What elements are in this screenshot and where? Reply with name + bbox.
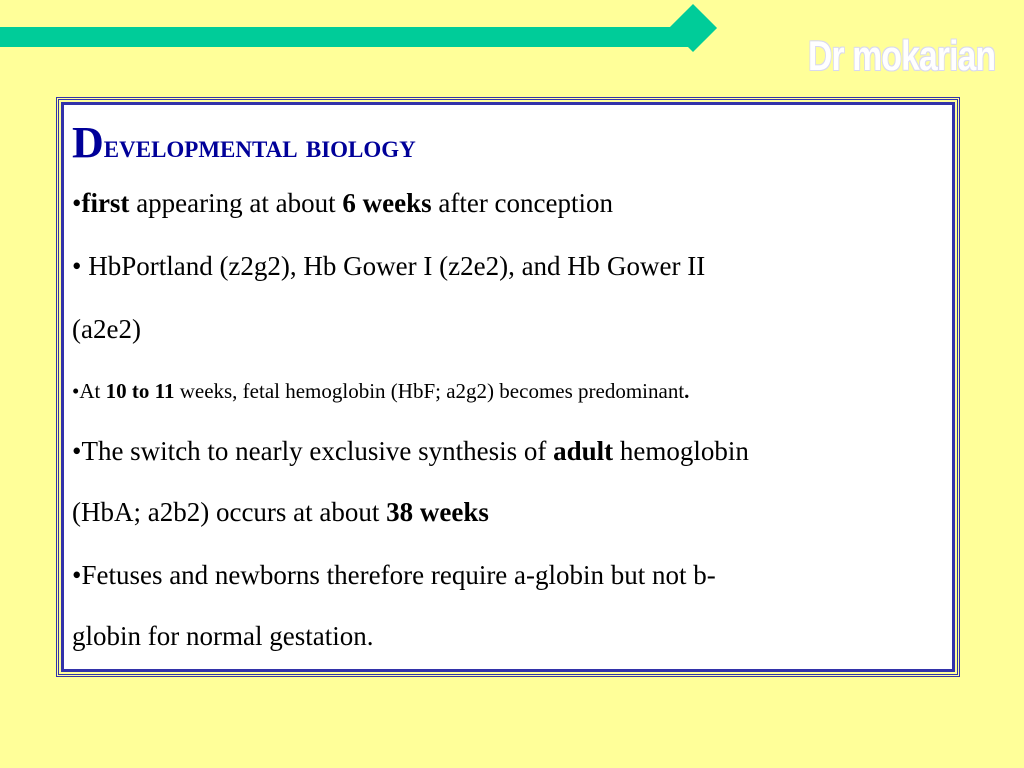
author-watermark: Dr mokarian (808, 32, 996, 79)
slide-title (72, 113, 416, 177)
bullet-text: weeks, fetal hemoglobin (HbF; a2g2) becomes predominant (174, 379, 685, 403)
title-rest: evelopmental biology (103, 129, 416, 165)
bullet-text: hemoglobin (613, 436, 749, 466)
bullet-text: after conception (431, 188, 614, 218)
bullet-globin-line2: globin for normal gestation. (72, 621, 374, 651)
bullet-adult-switch-line2 (72, 492, 489, 532)
bullet-text: •The switch to nearly exclusive synthesis of (72, 436, 554, 466)
bullet-fetal-hb (72, 371, 689, 411)
bullet-embryonic-hb-line2: (a2e2) (72, 314, 141, 344)
bold-adult: adult (553, 436, 614, 466)
bullet-adult-switch-line1 (72, 431, 749, 471)
bullet-mark: •At (72, 379, 106, 403)
bullet-period: . (684, 379, 690, 403)
bold-38-weeks: 38 weeks (386, 497, 489, 527)
bold-first: first (81, 188, 130, 218)
bullet-text: (HbA; a2b2) occurs at about (72, 497, 387, 527)
bold-6-weeks: 6 weeks (342, 188, 432, 218)
bullet-embryonic-hb-line1: • HbPortland (z2g2), Hb Gower I (z2e2), and Hb Gower II (72, 251, 706, 281)
title-first-letter: D (72, 118, 104, 167)
accent-bar (0, 27, 690, 47)
bullet-first-appearance (72, 183, 613, 223)
bold-10-to-11: 10 to 11 (105, 379, 175, 403)
bullet-text: appearing at about (129, 188, 343, 218)
bullet-globin-line1: •Fetuses and newborns therefore require a-globin but not b- (72, 560, 716, 590)
bullet-mark: • (72, 188, 82, 218)
